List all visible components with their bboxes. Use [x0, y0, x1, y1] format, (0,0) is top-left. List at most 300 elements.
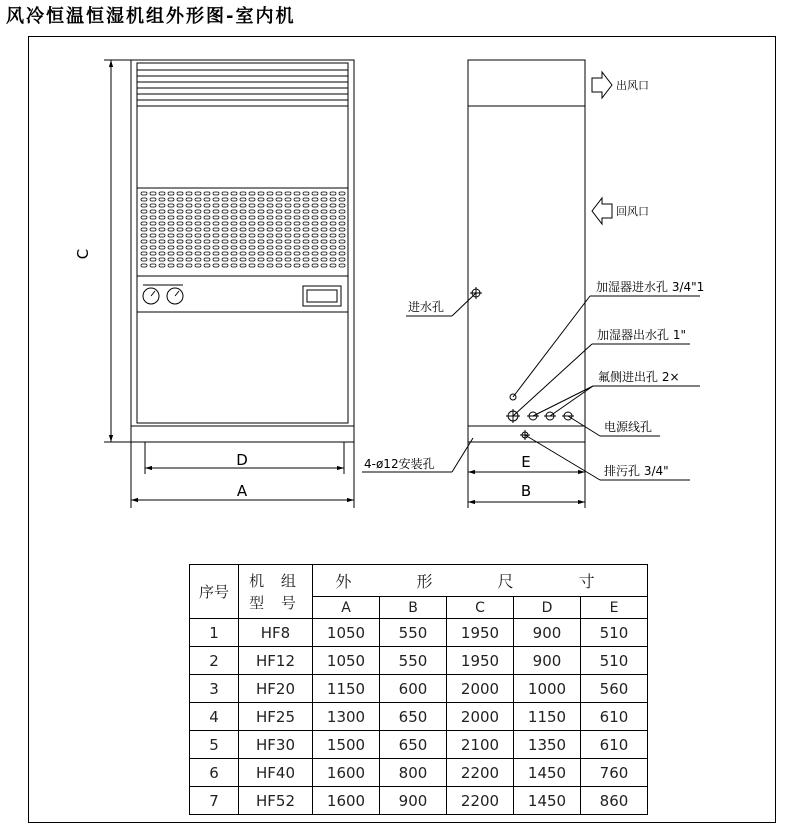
grille-slot: [285, 216, 291, 219]
header-dim-D: D: [514, 597, 581, 619]
grille-slot: [294, 258, 300, 261]
grille-slot: [312, 258, 318, 261]
grille-slot: [177, 252, 183, 255]
grille-slot: [141, 246, 147, 249]
grille-slot: [330, 198, 336, 201]
grille-slot: [303, 252, 309, 255]
grille-slot: [231, 234, 237, 237]
grille-slot: [321, 198, 327, 201]
grille-slot: [330, 210, 336, 213]
grille-slot: [213, 264, 219, 267]
power-cable-label: 电源线孔: [604, 420, 653, 434]
cell-c: 2200: [447, 787, 514, 815]
grille-slot: [303, 246, 309, 249]
grille-slot: [294, 240, 300, 243]
grille-slot: [150, 258, 156, 261]
grille-slot: [312, 264, 318, 267]
grille-slot: [330, 222, 336, 225]
grille-slot: [321, 222, 327, 225]
grille-slot: [150, 204, 156, 207]
grille-slot: [285, 264, 291, 267]
grille-slot: [168, 204, 174, 207]
cell-c: 2000: [447, 703, 514, 731]
grille-slot: [222, 210, 228, 213]
grille-slot: [339, 204, 345, 207]
grille-slot: [222, 246, 228, 249]
grille-slot: [240, 264, 246, 267]
grille-slot: [240, 192, 246, 195]
grille-slot: [285, 210, 291, 213]
cell-e: 760: [581, 759, 648, 787]
grille-slot: [141, 216, 147, 219]
cell-no: 5: [190, 731, 239, 759]
grille-slot: [141, 258, 147, 261]
grille-slot: [294, 216, 300, 219]
grille-slot: [285, 258, 291, 261]
cell-a: 1600: [313, 759, 380, 787]
grille-slot: [195, 216, 201, 219]
grille-slot: [222, 216, 228, 219]
grille-slot: [195, 246, 201, 249]
grille-slot: [339, 192, 345, 195]
grille-slot: [159, 234, 165, 237]
grille-slot: [159, 258, 165, 261]
grille-slot: [231, 246, 237, 249]
cell-e: 510: [581, 647, 648, 675]
grille-slot: [159, 228, 165, 231]
cell-b: 650: [380, 731, 447, 759]
header-dim-C: C: [447, 597, 514, 619]
grille-slot: [321, 234, 327, 237]
grille-slot: [231, 252, 237, 255]
grille-slot: [267, 216, 273, 219]
cell-model: HF25: [239, 703, 313, 731]
grille-slot: [222, 258, 228, 261]
grille-slot: [213, 198, 219, 201]
grille-slot: [276, 264, 282, 267]
grille-slot: [258, 192, 264, 195]
grille-slot: [267, 246, 273, 249]
grille-slot: [339, 240, 345, 243]
grille-slot: [186, 216, 192, 219]
grille-slot: [339, 222, 345, 225]
cell-d: 900: [514, 647, 581, 675]
grille-slot: [276, 228, 282, 231]
grille-slot: [285, 228, 291, 231]
header-model-line1: 机 组: [249, 571, 302, 590]
header-model-line2: 型 号: [249, 593, 302, 612]
air-outlet-label: 出风口: [616, 79, 649, 92]
header-dim-E: E: [581, 597, 648, 619]
grille-slot: [222, 228, 228, 231]
grille-slot: [168, 228, 174, 231]
grille-slot: [312, 192, 318, 195]
header-model: [239, 565, 313, 619]
front-top-louvers: [137, 70, 348, 106]
grille-slot: [312, 228, 318, 231]
cell-a: 1300: [313, 703, 380, 731]
grille-slot: [276, 222, 282, 225]
grille-slot: [159, 210, 165, 213]
grille-slot: [141, 198, 147, 201]
water-inlet-label: 进水孔: [408, 300, 445, 314]
grille-slot: [267, 228, 273, 231]
grille-slot: [330, 234, 336, 237]
cell-a: 1600: [313, 787, 380, 815]
grille-slot: [294, 192, 300, 195]
grille-slot: [258, 210, 264, 213]
grille-slot: [141, 210, 147, 213]
cell-no: 6: [190, 759, 239, 787]
grille-slot: [150, 222, 156, 225]
grille-slot: [276, 240, 282, 243]
grille-slot: [150, 228, 156, 231]
grille-slot: [195, 240, 201, 243]
grille-slot: [186, 252, 192, 255]
grille-slot: [222, 264, 228, 267]
grille-slot: [240, 252, 246, 255]
cell-e: 610: [581, 731, 648, 759]
grille-slot: [249, 240, 255, 243]
grille-slot: [312, 204, 318, 207]
cell-d: 1150: [514, 703, 581, 731]
grille-slot: [276, 210, 282, 213]
grille-slot: [249, 264, 255, 267]
grille-slot: [141, 240, 147, 243]
grille-slot: [312, 240, 318, 243]
grille-slot: [258, 222, 264, 225]
grille-slot: [195, 198, 201, 201]
grille-slot: [213, 192, 219, 195]
grille-slot: [330, 228, 336, 231]
grille-slot: [213, 228, 219, 231]
grille-slot: [303, 192, 309, 195]
grille-slot: [177, 234, 183, 237]
grille-slot: [312, 216, 318, 219]
grille-slot: [195, 204, 201, 207]
grille-slot: [339, 234, 345, 237]
grille-slot: [150, 210, 156, 213]
grille-slot: [285, 192, 291, 195]
grille-slot: [339, 246, 345, 249]
grille-slot: [321, 216, 327, 219]
grille-slot: [186, 210, 192, 213]
grille-slot: [222, 198, 228, 201]
grille-slot: [240, 240, 246, 243]
grille-slot: [213, 204, 219, 207]
grille-slot: [240, 210, 246, 213]
grille-slot: [249, 234, 255, 237]
grille-slot: [141, 204, 147, 207]
grille-slot: [285, 252, 291, 255]
grille-slot: [330, 264, 336, 267]
grille-slot: [276, 192, 282, 195]
grille-slot: [213, 210, 219, 213]
grille-slot: [303, 264, 309, 267]
grille-slot: [204, 258, 210, 261]
grille-slot: [213, 246, 219, 249]
grille-slot: [249, 252, 255, 255]
cell-model: HF20: [239, 675, 313, 703]
dim-C-label: C: [74, 248, 92, 260]
dimension-C: [104, 60, 131, 442]
cell-no: 3: [190, 675, 239, 703]
grille-slot: [312, 234, 318, 237]
grille-slot: [240, 246, 246, 249]
grille-slot: [141, 228, 147, 231]
grille-slot: [159, 216, 165, 219]
grille-slot: [294, 198, 300, 201]
side-leaders: [406, 293, 700, 480]
grille-slot: [303, 216, 309, 219]
grille-slot: [240, 198, 246, 201]
cell-a: 1150: [313, 675, 380, 703]
grille-slot: [321, 258, 327, 261]
grille-slot: [204, 264, 210, 267]
grille-slot: [294, 204, 300, 207]
grille-slot: [249, 198, 255, 201]
grille-slot: [312, 198, 318, 201]
table-row: [190, 647, 648, 675]
grille-slot: [339, 252, 345, 255]
grille-slot: [330, 258, 336, 261]
table-row: [190, 731, 648, 759]
grille-slot: [276, 216, 282, 219]
grille-slot: [258, 234, 264, 237]
grille-slot: [141, 264, 147, 267]
grille-slot: [303, 198, 309, 201]
grille-slot: [177, 264, 183, 267]
grille-slot: [159, 204, 165, 207]
humidifier-outlet-label: 加湿器出水孔 1": [597, 328, 686, 342]
cell-a: 1050: [313, 647, 380, 675]
cell-no: 1: [190, 619, 239, 647]
grille-slot: [312, 246, 318, 249]
grille-slot: [231, 192, 237, 195]
cell-e: 610: [581, 703, 648, 731]
cell-a: 1050: [313, 619, 380, 647]
grille-slot: [249, 228, 255, 231]
grille-slot: [267, 192, 273, 195]
grille-slot: [186, 258, 192, 261]
cell-model: HF30: [239, 731, 313, 759]
grille-slot: [168, 264, 174, 267]
grille-slot: [339, 258, 345, 261]
cell-b: 550: [380, 619, 447, 647]
grille-slot: [231, 258, 237, 261]
side-view: [468, 60, 585, 442]
grille-slot: [258, 240, 264, 243]
dim-D-label: D: [236, 451, 248, 469]
grille-slot: [168, 240, 174, 243]
grille-slot: [321, 264, 327, 267]
air-return-arrow: [592, 198, 612, 224]
grille-slot: [294, 210, 300, 213]
grille-slot: [150, 216, 156, 219]
grille-slot: [339, 198, 345, 201]
grille-slot: [285, 198, 291, 201]
grille-slot: [321, 252, 327, 255]
grille-slot: [204, 216, 210, 219]
page-title: 风冷恒温恒湿机组外形图-室内机: [6, 6, 296, 27]
grille-slot: [213, 222, 219, 225]
grille-slot: [222, 252, 228, 255]
grille-slot: [330, 204, 336, 207]
grille-slot: [177, 240, 183, 243]
grille-slot: [267, 234, 273, 237]
grille-slot: [258, 246, 264, 249]
grille-slot: [267, 240, 273, 243]
grille-slot: [249, 216, 255, 219]
grille-slot: [267, 252, 273, 255]
grille-slot: [321, 246, 327, 249]
grille-slot: [150, 252, 156, 255]
grille-slot: [321, 192, 327, 195]
grille-slot: [240, 228, 246, 231]
grille-slot: [150, 192, 156, 195]
grille-slot: [204, 192, 210, 195]
grille-slot: [240, 258, 246, 261]
grille-slot: [258, 204, 264, 207]
header-dims: 外 形 尺 寸: [313, 565, 648, 597]
grille-slot: [285, 222, 291, 225]
cell-model: HF12: [239, 647, 313, 675]
front-return-grille: [141, 192, 345, 267]
grille-slot: [240, 222, 246, 225]
grille-slot: [177, 204, 183, 207]
mount-hole-label: 4-ø12安装孔: [364, 457, 435, 471]
grille-slot: [177, 228, 183, 231]
cell-c: 2100: [447, 731, 514, 759]
grille-slot: [195, 192, 201, 195]
grille-slot: [204, 246, 210, 249]
cell-c: 2000: [447, 675, 514, 703]
grille-slot: [294, 234, 300, 237]
grille-slot: [294, 246, 300, 249]
grille-slot: [168, 252, 174, 255]
cell-b: 900: [380, 787, 447, 815]
grille-slot: [168, 246, 174, 249]
grille-slot: [276, 258, 282, 261]
side-cabinet-outline: [468, 60, 585, 442]
cell-d: 900: [514, 619, 581, 647]
front-cabinet-outline: [131, 60, 354, 442]
grille-slot: [195, 258, 201, 261]
grille-slot: [231, 204, 237, 207]
table-row: [190, 703, 648, 731]
cell-b: 800: [380, 759, 447, 787]
grille-slot: [204, 252, 210, 255]
cell-model: HF8: [239, 619, 313, 647]
table-row: [190, 675, 648, 703]
cell-no: 7: [190, 787, 239, 815]
grille-slot: [204, 228, 210, 231]
grille-slot: [213, 258, 219, 261]
table-row: [190, 619, 648, 647]
grille-slot: [258, 264, 264, 267]
grille-slot: [249, 246, 255, 249]
grille-slot: [249, 210, 255, 213]
table-row: [190, 759, 648, 787]
grille-slot: [294, 228, 300, 231]
grille-slot: [267, 264, 273, 267]
grille-slot: [177, 198, 183, 201]
grille-slot: [177, 246, 183, 249]
grille-slot: [186, 264, 192, 267]
grille-slot: [186, 222, 192, 225]
grille-slot: [168, 222, 174, 225]
grille-slot: [141, 234, 147, 237]
grille-slot: [186, 240, 192, 243]
grille-slot: [276, 198, 282, 201]
grille-slot: [303, 240, 309, 243]
grille-slot: [231, 216, 237, 219]
grille-slot: [267, 222, 273, 225]
grille-slot: [339, 216, 345, 219]
grille-slot: [159, 240, 165, 243]
grille-slot: [186, 228, 192, 231]
grille-slot: [240, 234, 246, 237]
cell-d: 1350: [514, 731, 581, 759]
grille-slot: [213, 216, 219, 219]
grille-slot: [285, 246, 291, 249]
dim-B-label: B: [520, 482, 532, 500]
drain-label: 排污孔 3/4": [604, 464, 669, 478]
grille-slot: [330, 246, 336, 249]
grille-slot: [231, 228, 237, 231]
grille-slot: [321, 228, 327, 231]
grille-slot: [267, 204, 273, 207]
grille-slot: [204, 210, 210, 213]
grille-slot: [141, 222, 147, 225]
grille-slot: [186, 246, 192, 249]
front-view: [131, 60, 354, 442]
grille-slot: [276, 234, 282, 237]
grille-slot: [249, 258, 255, 261]
grille-slot: [204, 240, 210, 243]
cell-no: 2: [190, 647, 239, 675]
air-return-label: 回风口: [616, 205, 649, 218]
grille-slot: [249, 204, 255, 207]
refrigerant-inlet-label: 氟侧进出孔 2×: [598, 370, 680, 384]
grille-slot: [330, 192, 336, 195]
grille-slot: [258, 252, 264, 255]
grille-slot: [330, 252, 336, 255]
header-dim-B: B: [380, 597, 447, 619]
grille-slot: [339, 228, 345, 231]
grille-slot: [303, 204, 309, 207]
grille-slot: [294, 222, 300, 225]
grille-slot: [222, 192, 228, 195]
grille-slot: [195, 234, 201, 237]
air-outlet-arrow: [592, 72, 612, 98]
grille-slot: [303, 210, 309, 213]
cell-e: 560: [581, 675, 648, 703]
grille-slot: [258, 228, 264, 231]
grille-slot: [177, 210, 183, 213]
grille-slot: [339, 264, 345, 267]
grille-slot: [159, 252, 165, 255]
cell-e: 510: [581, 619, 648, 647]
grille-slot: [240, 204, 246, 207]
dim-E-label: E: [521, 453, 531, 471]
grille-slot: [195, 222, 201, 225]
grille-slot: [150, 246, 156, 249]
grille-slot: [204, 234, 210, 237]
grille-slot: [159, 222, 165, 225]
cell-model: HF40: [239, 759, 313, 787]
grille-slot: [213, 234, 219, 237]
